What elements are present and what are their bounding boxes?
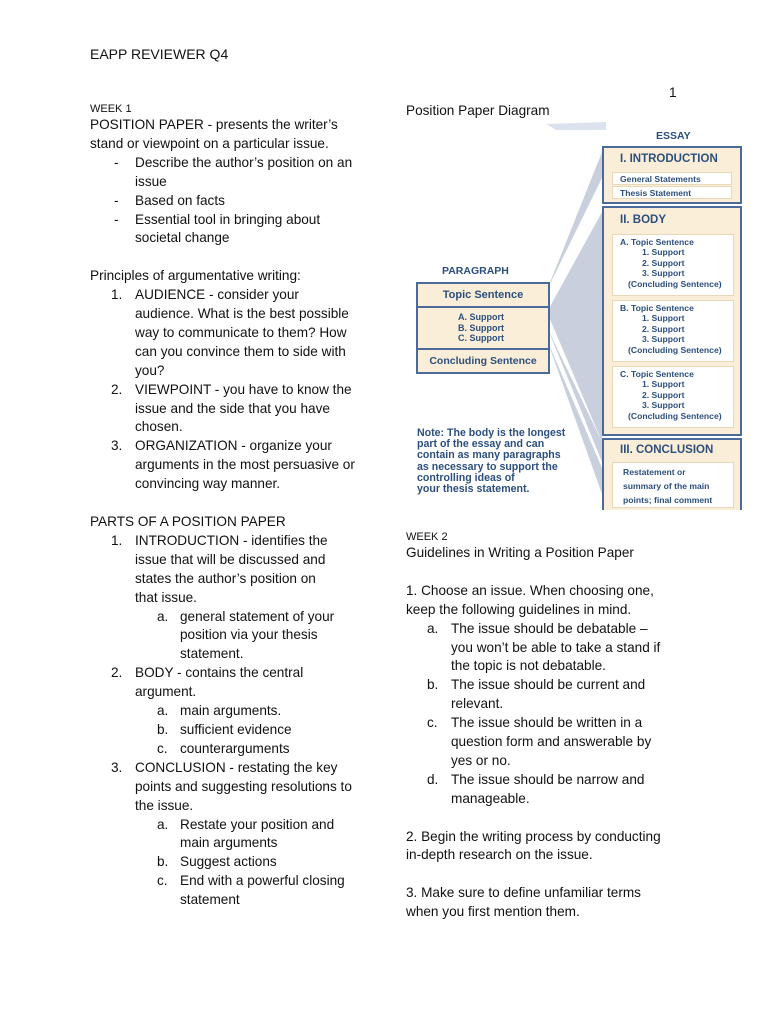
parts-list xyxy=(90,532,380,608)
sub-item: c. The issue should be written in a question form and answerable by yes or no. xyxy=(427,715,652,768)
paragraph-box xyxy=(416,282,550,374)
paragraph-topic-sentence: Topic Sentence xyxy=(418,284,548,308)
sub-item: a. main arguments. xyxy=(157,703,282,719)
parts-list-2 xyxy=(90,664,380,702)
week-2-label: WEEK 2 xyxy=(406,531,448,543)
intro-sub-list xyxy=(90,608,380,665)
dash-item: - Based on facts xyxy=(90,192,380,211)
body-section xyxy=(602,206,742,436)
conclusion-sub-list xyxy=(90,816,380,911)
sub-item: a. The issue should be debatable – you won’t be able to take a stand if the topic is not debatable. xyxy=(427,620,661,674)
conclusion-text: Restatement or summary of the main points; final comment xyxy=(612,462,734,508)
guideline-1: 1. Choose an issue. When choosing one, keep the following guidelines in mind. xyxy=(406,582,654,617)
sub-item: d. The issue should be narrow and manageable. xyxy=(427,771,645,806)
guideline-1-sub-list xyxy=(406,620,696,809)
principle-item: 2. VIEWPOINT - you have to know the issue and the side that you have chosen. xyxy=(111,381,352,435)
guideline-3: 3. Make sure to define unfamiliar terms when you first mention them. xyxy=(406,885,641,920)
conclusion-title: III. CONCLUSION xyxy=(620,444,714,456)
paragraph-supports: A. Support B. Support C. Support xyxy=(458,312,504,344)
position-paper-def-line-1: POSITION PAPER - presents the writer’s xyxy=(90,117,338,132)
sub-item: c. End with a powerful closing statement xyxy=(157,873,345,908)
dash-item: - Describe the author’s position on an issue xyxy=(90,154,380,192)
principles-title: Principles of argumentative writing: xyxy=(90,268,301,284)
sub-item: c. counterarguments xyxy=(157,740,290,756)
intro-general-statements: General Statements xyxy=(612,172,732,185)
page-number: 1 xyxy=(669,85,677,100)
principles-list xyxy=(90,286,380,494)
sub-item: a. general statement of your position via your thesis statement. xyxy=(157,608,335,662)
dash-item: - Essential tool in bringing about societal change xyxy=(90,211,380,249)
intro-thesis-statement: Thesis Statement xyxy=(612,186,732,199)
sub-item: b. The issue should be current and relevant. xyxy=(427,677,646,712)
paragraph-concluding-sentence: Concluding Sentence xyxy=(418,348,548,374)
body-group-a: A. Topic Sentence 1. Support 2. Support 3. Support (Concluding Sentence) xyxy=(612,234,734,296)
body-group-c: C. Topic Sentence 1. Support 2. Support 3. Support (Concluding Sentence) xyxy=(612,366,734,428)
part-item: 1. INTRODUCTION - identifies the issue that will be discussed and states the author’s position on that issue. xyxy=(111,532,328,605)
essay-label: ESSAY xyxy=(656,130,691,142)
parts-list-3 xyxy=(90,759,380,816)
guidelines-title: Guidelines in Writing a Position Paper xyxy=(406,545,634,560)
sub-item: b. sufficient evidence xyxy=(157,721,292,737)
body-group-b: B. Topic Sentence 1. Support 2. Support 3. Support (Concluding Sentence) xyxy=(612,300,734,362)
part-item: 2. BODY - contains the central argument. xyxy=(111,665,304,700)
introduction-title: I. INTRODUCTION xyxy=(620,153,718,165)
conclusion-section xyxy=(602,438,742,510)
sub-item: a. Restate your position and main arguments xyxy=(157,816,335,851)
principle-item: 1. AUDIENCE - consider your audience. What is the best possible way to communicate to them? How can you convince them to side with you? xyxy=(111,287,349,378)
sub-item: b. Suggest actions xyxy=(157,854,277,870)
document-header: EAPP REVIEWER Q4 xyxy=(90,46,229,62)
diagram-note: Note: The body is the longest part of the essay and can contain as many paragraphs as necessary to support the controlling ideas of your thesis statement. xyxy=(417,427,566,496)
introduction-section xyxy=(602,146,742,204)
right-column-text xyxy=(406,530,696,922)
body-sub-list xyxy=(90,702,380,759)
guideline-2: 2. Begin the writing process by conducting in-depth research on the issue. xyxy=(406,828,661,863)
left-column xyxy=(90,102,380,910)
position-paper-dash-list xyxy=(90,154,380,249)
principle-item: 3. ORGANIZATION - organize your arguments in the most persuasive or convincing way manner. xyxy=(111,438,355,492)
body-title: II. BODY xyxy=(620,214,667,226)
position-paper-def-line-2: stand or viewpoint on a particular issue. xyxy=(90,135,329,151)
part-item: 3. CONCLUSION - restating the key points and suggesting resolutions to the issue. xyxy=(111,759,352,813)
position-paper-diagram xyxy=(406,122,742,510)
week-1-label: WEEK 1 xyxy=(90,103,132,115)
parts-title: PARTS OF A POSITION PAPER xyxy=(90,514,286,529)
diagram-title: Position Paper Diagram xyxy=(406,103,550,118)
paragraph-label: PARAGRAPH xyxy=(442,265,509,277)
